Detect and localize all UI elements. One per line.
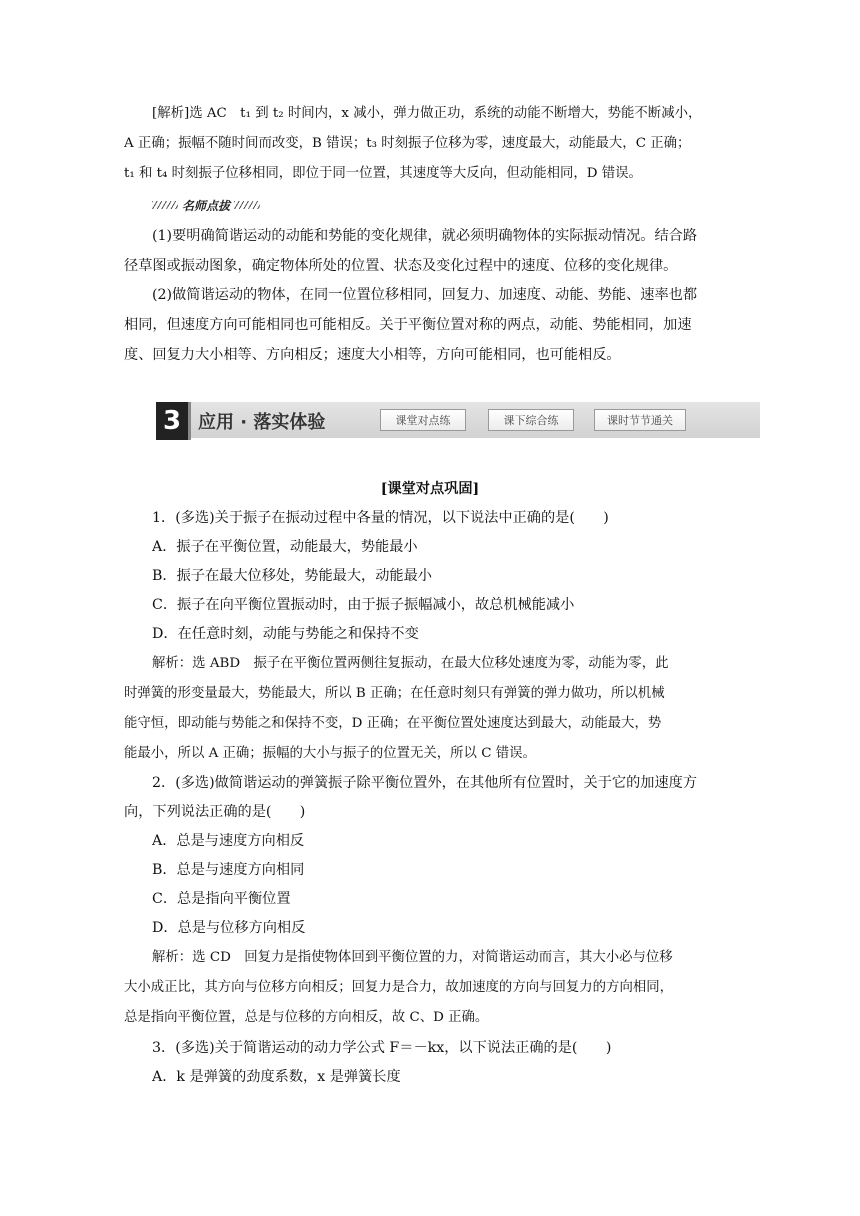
question-stem: 2．(多选)做简谐运动的弹簧振子除平衡位置外，在其他所有位置时，关于它的加速度方 (152, 775, 698, 791)
solution-line: 解析：选 CD 回复力是指使物体回到平衡位置的力，对简谐运动而言，其大小必与位移 (152, 950, 673, 965)
solution-line: 能最小，所以 A 正确；振幅的大小与振子的位置无关，所以 C 错误。 (124, 746, 536, 761)
tip-line: 径草图或振动图象，确定物体所处的位置、状态及变化过程中的速度、位移的变化规律。 (124, 258, 678, 274)
tip-line: 相同，但速度方向可能相同也可能相反。关于平衡位置对称的两点，动能、势能相同，加速 (124, 317, 692, 333)
hatch-decoration (234, 201, 260, 209)
option-item: C．总是指向平衡位置 (152, 891, 291, 907)
tips-heading-label: 名师点拔 (182, 198, 231, 213)
section-title: [课堂对点巩固] (380, 481, 480, 497)
option-item: A．振子在平衡位置，动能最大，势能最小 (152, 539, 418, 555)
hatch-decoration (152, 201, 178, 209)
option-item: D．总是与位移方向相反 (152, 920, 306, 936)
analysis-line: [解析]选 AC t₁ 到 t₂ 时间内，x 减小，弹力做正功，系统的动能不断增大，势能不断减小， (152, 106, 702, 121)
lesson-mastery-button[interactable]: 课时节节通关 (594, 409, 686, 431)
question-stem: 1．(多选)关于振子在振动过程中各量的情况，以下说法中正确的是( ) (152, 510, 609, 526)
section-banner (156, 402, 760, 438)
option-item: A．总是与速度方向相反 (152, 833, 305, 849)
section-number: 3 (156, 402, 191, 440)
section-banner-title: 应用 · 落实体验 (198, 412, 326, 433)
option-item: C．振子在向平衡位置振动时，由于振子振幅减小，故总机械能减小 (152, 597, 575, 613)
after-class-practice-button[interactable]: 课下综合练 (488, 409, 574, 431)
option-item: B．总是与速度方向相同 (152, 862, 305, 878)
question-stem: 3．(多选)关于简谐运动的动力学公式 F＝－kx，以下说法正确的是( ) (152, 1040, 612, 1056)
solution-line: 时弹簧的形变量最大，势能最大，所以 B 正确；在任意时刻只有弹簧的弹力做功，所以机械 (124, 686, 665, 701)
tips-heading (152, 197, 260, 213)
tip-line: (1)要明确简谐运动的动能和势能的变化规律，就必须明确物体的实际振动情况。结合路 (152, 228, 698, 244)
tip-line: (2)做简谐运动的物体，在同一位置位移相同，回复力、加速度、动能、势能、速率也都 (152, 287, 698, 303)
option-item: D．在任意时刻，动能与势能之和保持不变 (152, 626, 419, 642)
analysis-line: A 正确；振幅不随时间而改变，B 错误；t₃ 时刻振子位移为零，速度最大，动能最大，C 正确； (124, 136, 691, 151)
solution-line: 总是指向平衡位置，总是与位移的方向相反，故 C、D 正确。 (124, 1010, 489, 1025)
solution-line: 大小成正比，其方向与位移方向相反；回复力是合力，故加速度的方向与回复力的方向相同， (124, 980, 674, 995)
analysis-line: t₁ 和 t₄ 时刻振子位移相同，即位于同一位置，其速度等大反向，但动能相同，D 错误。 (124, 166, 642, 181)
question-stem: 向，下列说法正确的是( ) (124, 804, 306, 820)
solution-line: 能守恒，即动能与势能之和保持不变，D 正确；在平衡位置处速度达到最大，动能最大，势 (124, 716, 662, 731)
tip-line: 度、回复力大小相等、方向相反；速度大小相等，方向可能相同，也可能相反。 (124, 347, 621, 363)
option-item: B．振子在最大位移处，势能最大，动能最小 (152, 568, 432, 584)
classroom-practice-button[interactable]: 课堂对点练 (380, 409, 466, 431)
solution-line: 解析：选 ABD 振子在平衡位置两侧往复振动，在最大位移处速度为零，动能为零，此 (152, 656, 669, 671)
option-item: A．k 是弹簧的劲度系数，x 是弹簧长度 (152, 1069, 401, 1085)
